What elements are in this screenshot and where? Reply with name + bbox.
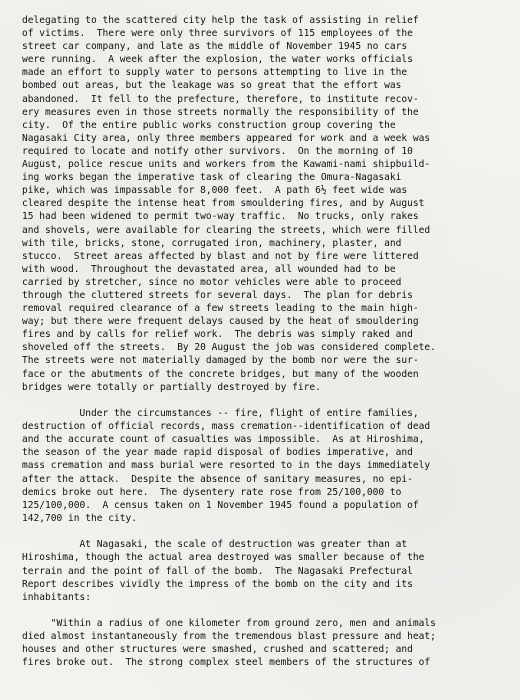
text-line: destruction of official records, mass cremation--identification of dead bbox=[22, 421, 431, 433]
text-line: street car company, and late as the middle of November 1945 no cars bbox=[22, 41, 408, 53]
text-line: made an effort to supply water to persons attempting to live in the bbox=[22, 67, 408, 79]
text-line: 125/100,000. A census taken on 1 November 1945 found a population of bbox=[22, 499, 419, 511]
text-line: carried by stretcher, since no motor vehicles were able to proceed bbox=[22, 276, 402, 288]
text-line: Nagasaki City area, only three members appeared for work and a week was bbox=[22, 132, 431, 144]
text-line: of victims. There were only three survivors of 115 employees of the bbox=[22, 28, 413, 40]
text-line: abandoned. It fell to the prefecture, therefore, to institute recov- bbox=[22, 93, 419, 105]
text-line: At Nagasaki, the scale of destruction was greater than at bbox=[22, 539, 408, 551]
paragraph bbox=[22, 14, 502, 394]
text-line: houses and other structures were smashed, crushed and scattered; and bbox=[22, 644, 413, 656]
text-line: Hiroshima, though the actual area destroyed was smaller because of the bbox=[22, 552, 425, 564]
text-line: city. Of the entire public works construction group covering the bbox=[22, 119, 396, 131]
text-line: face or the abutments of the concrete bridges, but many of the wooden bbox=[22, 368, 419, 380]
paragraph bbox=[22, 538, 502, 603]
paragraph-gap bbox=[22, 394, 502, 407]
text-line: way; but there were frequent delays caused by the heat of smouldering bbox=[22, 316, 419, 328]
text-line: removal required clearance of a few streets leading to the main high- bbox=[22, 303, 419, 315]
text-line: August, police rescue units and workers from the Kawami-nami shipbuild- bbox=[22, 159, 431, 171]
text-line: Under the circumstances -- fire, flight of entire families, bbox=[22, 408, 419, 420]
text-line: Report describes vividly the impress of the bomb on the city and its bbox=[22, 578, 413, 590]
text-line: with wood. Throughout the devastated area, all wounded had to be bbox=[22, 263, 396, 275]
text-line: fires and by calls for relief work. The debris was simply raked and bbox=[22, 329, 413, 341]
text-line: bridges were totally or partially destroyed by fire. bbox=[22, 381, 321, 393]
text-line: demics broke out here. The dysentery rate rose from 25/100,000 to bbox=[22, 486, 402, 498]
text-line: died almost instantaneously from the tremendous blast pressure and heat; bbox=[22, 631, 436, 643]
text-line: 142,700 in the city. bbox=[22, 512, 137, 524]
text-line: were running. A week after the explosion, the water works officials bbox=[22, 54, 413, 66]
paragraph-gap bbox=[22, 604, 502, 617]
text-line: 15 had been widened to permit two-way traffic. No trucks, only rakes bbox=[22, 211, 419, 223]
text-line: terrain and the point of fall of the bomb. The Nagasaki Prefectural bbox=[22, 565, 413, 577]
text-line: delegating to the scattered city help the task of assisting in relief bbox=[22, 15, 419, 26]
text-line: through the cluttered streets for several days. The plan for debris bbox=[22, 289, 413, 301]
text-line: cleared despite the intense heat from smouldering fires, and by August bbox=[22, 198, 425, 210]
text-line: The streets were not materially damaged by the bomb nor were the sur- bbox=[22, 355, 419, 367]
text-line: and the accurate count of casualties was impossible. As at Hiroshima, bbox=[22, 434, 425, 446]
paragraph bbox=[22, 407, 502, 525]
text-line: shoveled off the streets. By 20 August the job was considered complete. bbox=[22, 342, 436, 354]
text-line: "Within a radius of one kilometer from ground zero, men and animals bbox=[22, 618, 436, 630]
text-line: stucco. Street areas affected by blast and not by fire were littered bbox=[22, 250, 419, 262]
text-line: bombed out areas, but the leakage was so great that the effort was bbox=[22, 80, 402, 92]
document-body bbox=[22, 14, 502, 670]
text-line: after the attack. Despite the absence of sanitary measures, no epi- bbox=[22, 473, 413, 485]
paragraph-gap bbox=[22, 525, 502, 538]
text-line: ing works began the imperative task of clearing the Omura-Nagasaki bbox=[22, 172, 402, 184]
text-line: mass cremation and mass burial were resorted to in the days immediately bbox=[22, 460, 431, 472]
text-line: ery measures even in those streets normally the responsibility of the bbox=[22, 106, 419, 118]
text-line: required to locate and notify other survivors. On the morning of 10 bbox=[22, 145, 413, 157]
text-line: with tile, bricks, stone, corrugated iron, machinery, plaster, and bbox=[22, 237, 402, 249]
text-line: inhabitants: bbox=[22, 591, 91, 603]
text-line: fires broke out. The strong complex steel members of the structures of bbox=[22, 657, 431, 669]
text-line: the season of the year made rapid disposal of bodies imperative, and bbox=[22, 447, 413, 459]
text-line: pike, which was impassable for 8,000 feet. A path 6½ feet wide was bbox=[22, 185, 408, 197]
paragraph bbox=[22, 617, 502, 669]
text-line: and shovels, were available for clearing the streets, which were filled bbox=[22, 224, 431, 236]
